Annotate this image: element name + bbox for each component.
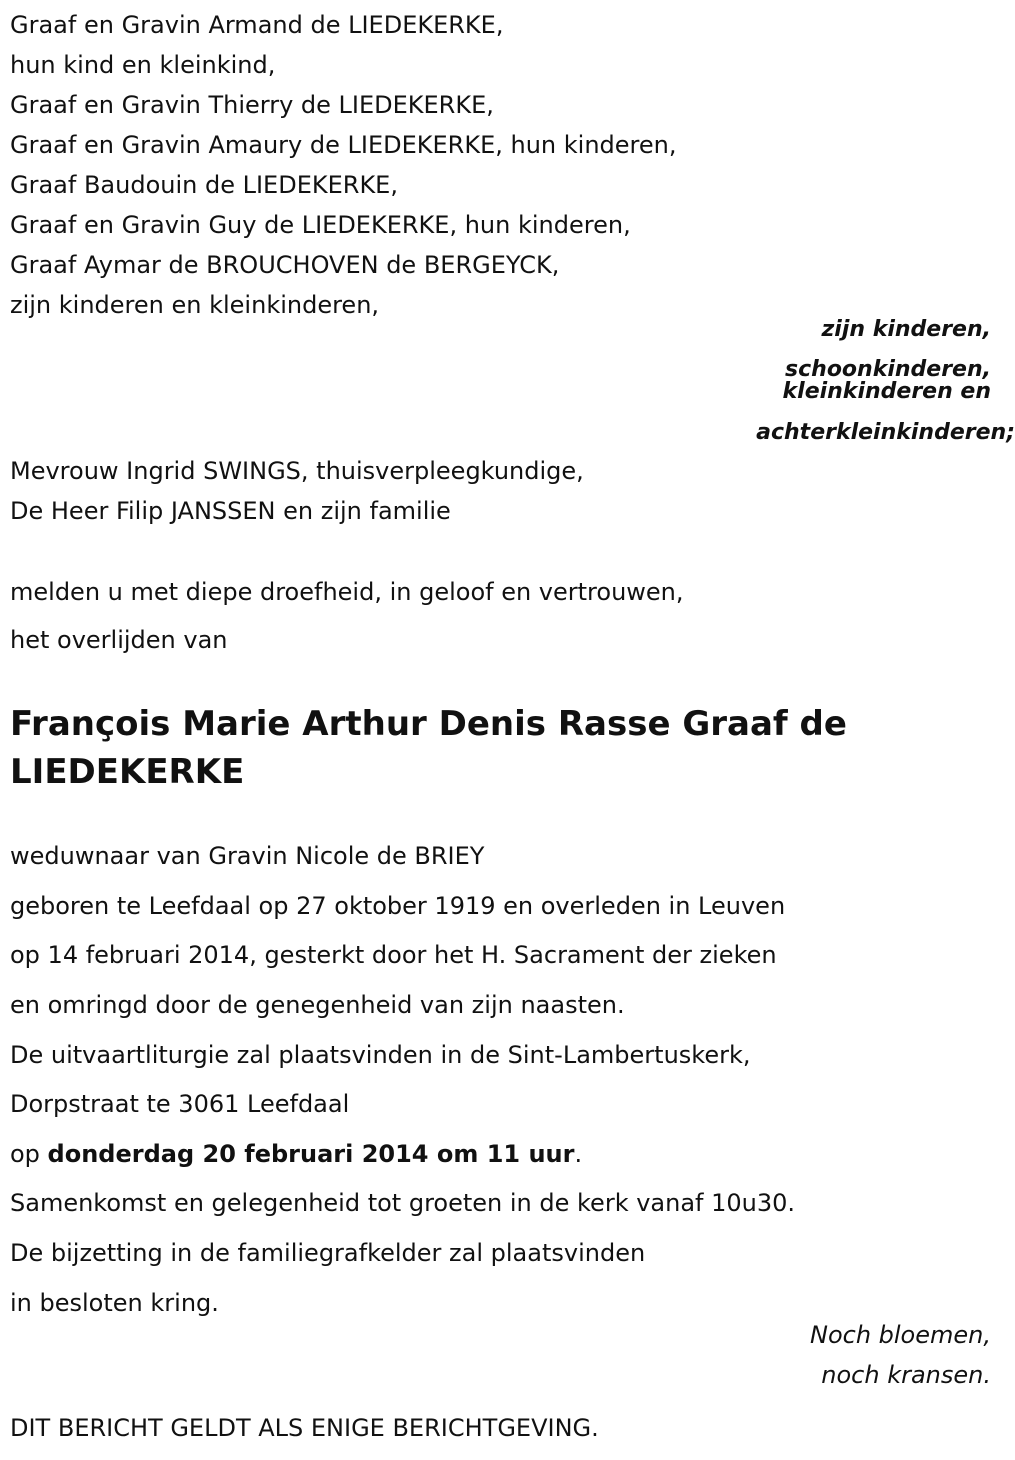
others-line: De Heer Filip JANSSEN en zijn familie [10, 497, 451, 525]
detail-line: op 14 februari 2014, gesterkt door het H. Sacrament der zieken [10, 941, 777, 969]
family-line: Graaf en Gravin Armand de LIEDEKERKE, [10, 11, 504, 39]
closing-line: Samenkomst en gelegenheid tot groeten in de kerk vanaf 10u30. [10, 1189, 796, 1217]
descendants-line: zijn kinderen, [821, 317, 991, 342]
family-line: zijn kinderen en kleinkinderen, [10, 291, 380, 319]
closing-line: in besloten kring. [10, 1289, 219, 1317]
service-date-time: donderdag 20 februari 2014 om 11 uur [47, 1140, 575, 1168]
intro-line: het overlijden van [10, 626, 228, 654]
family-line: Graaf en Gravin Guy de LIEDEKERKE, hun kinderen, [10, 211, 631, 239]
service-line [10, 1139, 582, 1169]
family-line: Graaf en Gravin Amaury de LIEDEKERKE, hun kinderen, [10, 131, 677, 159]
intro-line: melden u met diepe droefheid, in geloof en vertrouwen, [10, 578, 684, 606]
flowers-line: Noch bloemen, [809, 1321, 991, 1349]
detail-line: en omringd door de genegenheid van zijn naasten. [10, 991, 625, 1019]
detail-line: weduwnaar van Gravin Nicole de BRIEY [10, 842, 485, 870]
descendants-line: achterkleinkinderen; [756, 420, 1015, 445]
family-line: Graaf en Gravin Thierry de LIEDEKERKE, [10, 91, 494, 119]
closing-line: De bijzetting in de familiegrafkelder zal plaatsvinden [10, 1239, 646, 1267]
flowers-line: noch kransen. [821, 1361, 991, 1389]
others-line: Mevrouw Ingrid SWINGS, thuisverpleegkundige, [10, 457, 584, 485]
descendants-line: schoonkinderen, [785, 357, 991, 382]
service-prefix: op [10, 1140, 48, 1168]
detail-line: geboren te Leefdaal op 27 oktober 1919 en overleden in Leuven [10, 892, 786, 920]
service-suffix: . [574, 1140, 583, 1168]
deceased-name: François Marie Arthur Denis Rasse Graaf de LIEDEKERKE [10, 704, 847, 792]
family-line: Graaf Aymar de BROUCHOVEN de BERGEYCK, [10, 251, 560, 279]
family-line: Graaf Baudouin de LIEDEKERKE, [10, 171, 398, 199]
detail-line: Dorpstraat te 3061 Leefdaal [10, 1090, 350, 1118]
family-line: hun kind en kleinkind, [10, 51, 276, 79]
descendants-line: kleinkinderen en [782, 379, 991, 404]
notice: DIT BERICHT GELDT ALS ENIGE BERICHTGEVING. [10, 1414, 599, 1442]
detail-line: De uitvaartliturgie zal plaatsvinden in de Sint-Lambertuskerk, [10, 1041, 751, 1069]
